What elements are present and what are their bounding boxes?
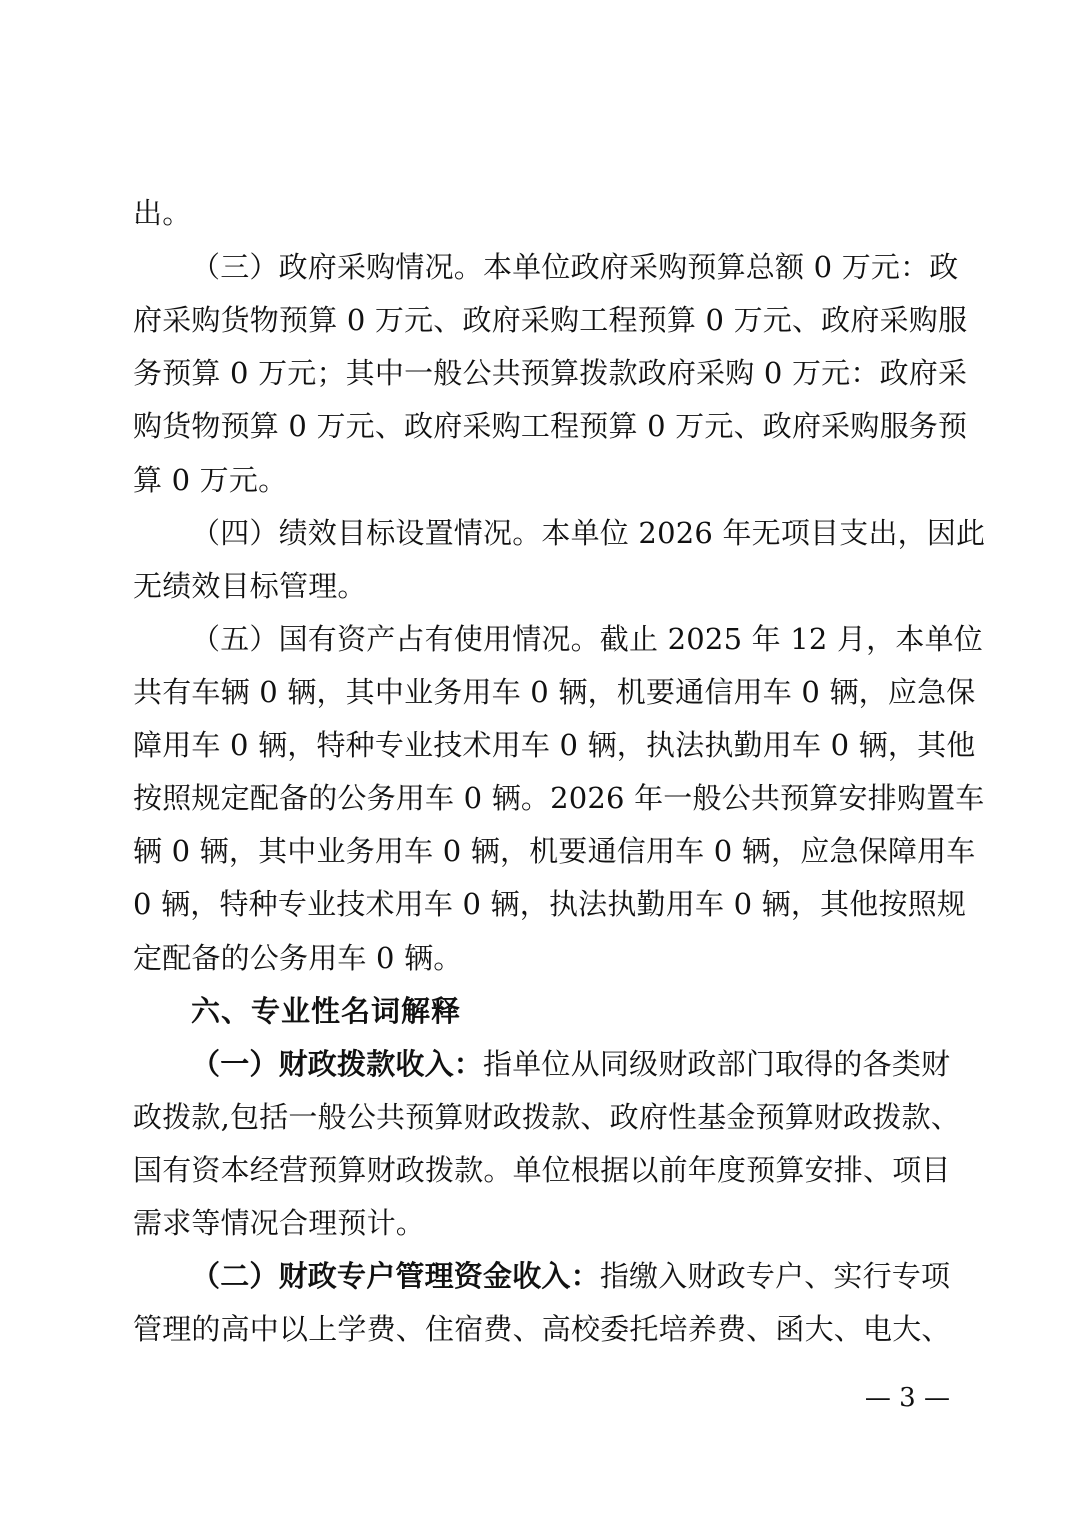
- text-line-4: 务预算 0 万元；其中一般公共预算拨款政府采购 0 万元：政府采: [133, 356, 968, 390]
- subsection-5-assets: （五）国有资产占有使用情况。截止 2025 年 12 月，本单位: [191, 622, 983, 656]
- text-line-19: 国有资本经营预算财政拨款。单位根据以前年度预算安排、项目: [133, 1153, 951, 1187]
- text-line-18: 政拨款,包括一般公共预算财政拨款、政府性基金预算财政拨款、: [133, 1100, 961, 1134]
- text-line-1: 出。: [133, 196, 192, 230]
- text-line-20: 需求等情况合理预计。: [133, 1206, 426, 1240]
- text-line-12: 按照规定配备的公务用车 0 辆。2026 年一般公共预算安排购置车: [133, 781, 985, 815]
- text-line-3: 府采购货物预算 0 万元、政府采购工程预算 0 万元、政府采购服: [133, 303, 968, 337]
- text-line-5: 购货物预算 0 万元、政府采购工程预算 0 万元、政府采购服务预: [133, 409, 968, 443]
- page-number: — 3 —: [864, 1383, 950, 1413]
- subsection-4-performance: （四）绩效目标设置情况。本单位 2026 年无项目支出，因此: [191, 516, 986, 550]
- text-line-13: 辆 0 辆，其中业务用车 0 辆，机要通信用车 0 辆，应急保障用车: [133, 834, 976, 868]
- subsection-3-procurement: （三）政府采购情况。本单位政府采购预算总额 0 万元：政: [191, 250, 959, 284]
- text-line-8: 无绩效目标管理。: [133, 569, 367, 603]
- term-2-label: （二）财政专户管理资金收入：: [191, 1259, 600, 1293]
- text-line-22: 管理的高中以上学费、住宿费、高校委托培养费、函大、电大、: [133, 1312, 951, 1346]
- text-line-10: 共有车辆 0 辆，其中业务用车 0 辆，机要通信用车 0 辆，应急保: [133, 675, 976, 709]
- term-1-definition: 指单位从同级财政部门取得的各类财: [483, 1047, 951, 1081]
- section-6-heading: 六、专业性名词解释: [191, 994, 462, 1028]
- term-2-definition: 指缴入财政专户、实行专项: [599, 1259, 951, 1293]
- term-1-label: （一）财政拨款收入：: [191, 1047, 484, 1081]
- text-line-14: 0 辆，特种专业技术用车 0 辆，执法执勤用车 0 辆，其他按照规: [133, 887, 967, 921]
- text-line-11: 障用车 0 辆，特种专业技术用车 0 辆，执法执勤用车 0 辆，其他: [133, 728, 976, 762]
- term-1-fiscal-appropriation: [191, 1044, 951, 1084]
- text-line-15: 定配备的公务用车 0 辆。: [133, 941, 463, 975]
- term-2-special-account: [191, 1256, 951, 1296]
- text-line-6: 算 0 万元。: [133, 463, 288, 497]
